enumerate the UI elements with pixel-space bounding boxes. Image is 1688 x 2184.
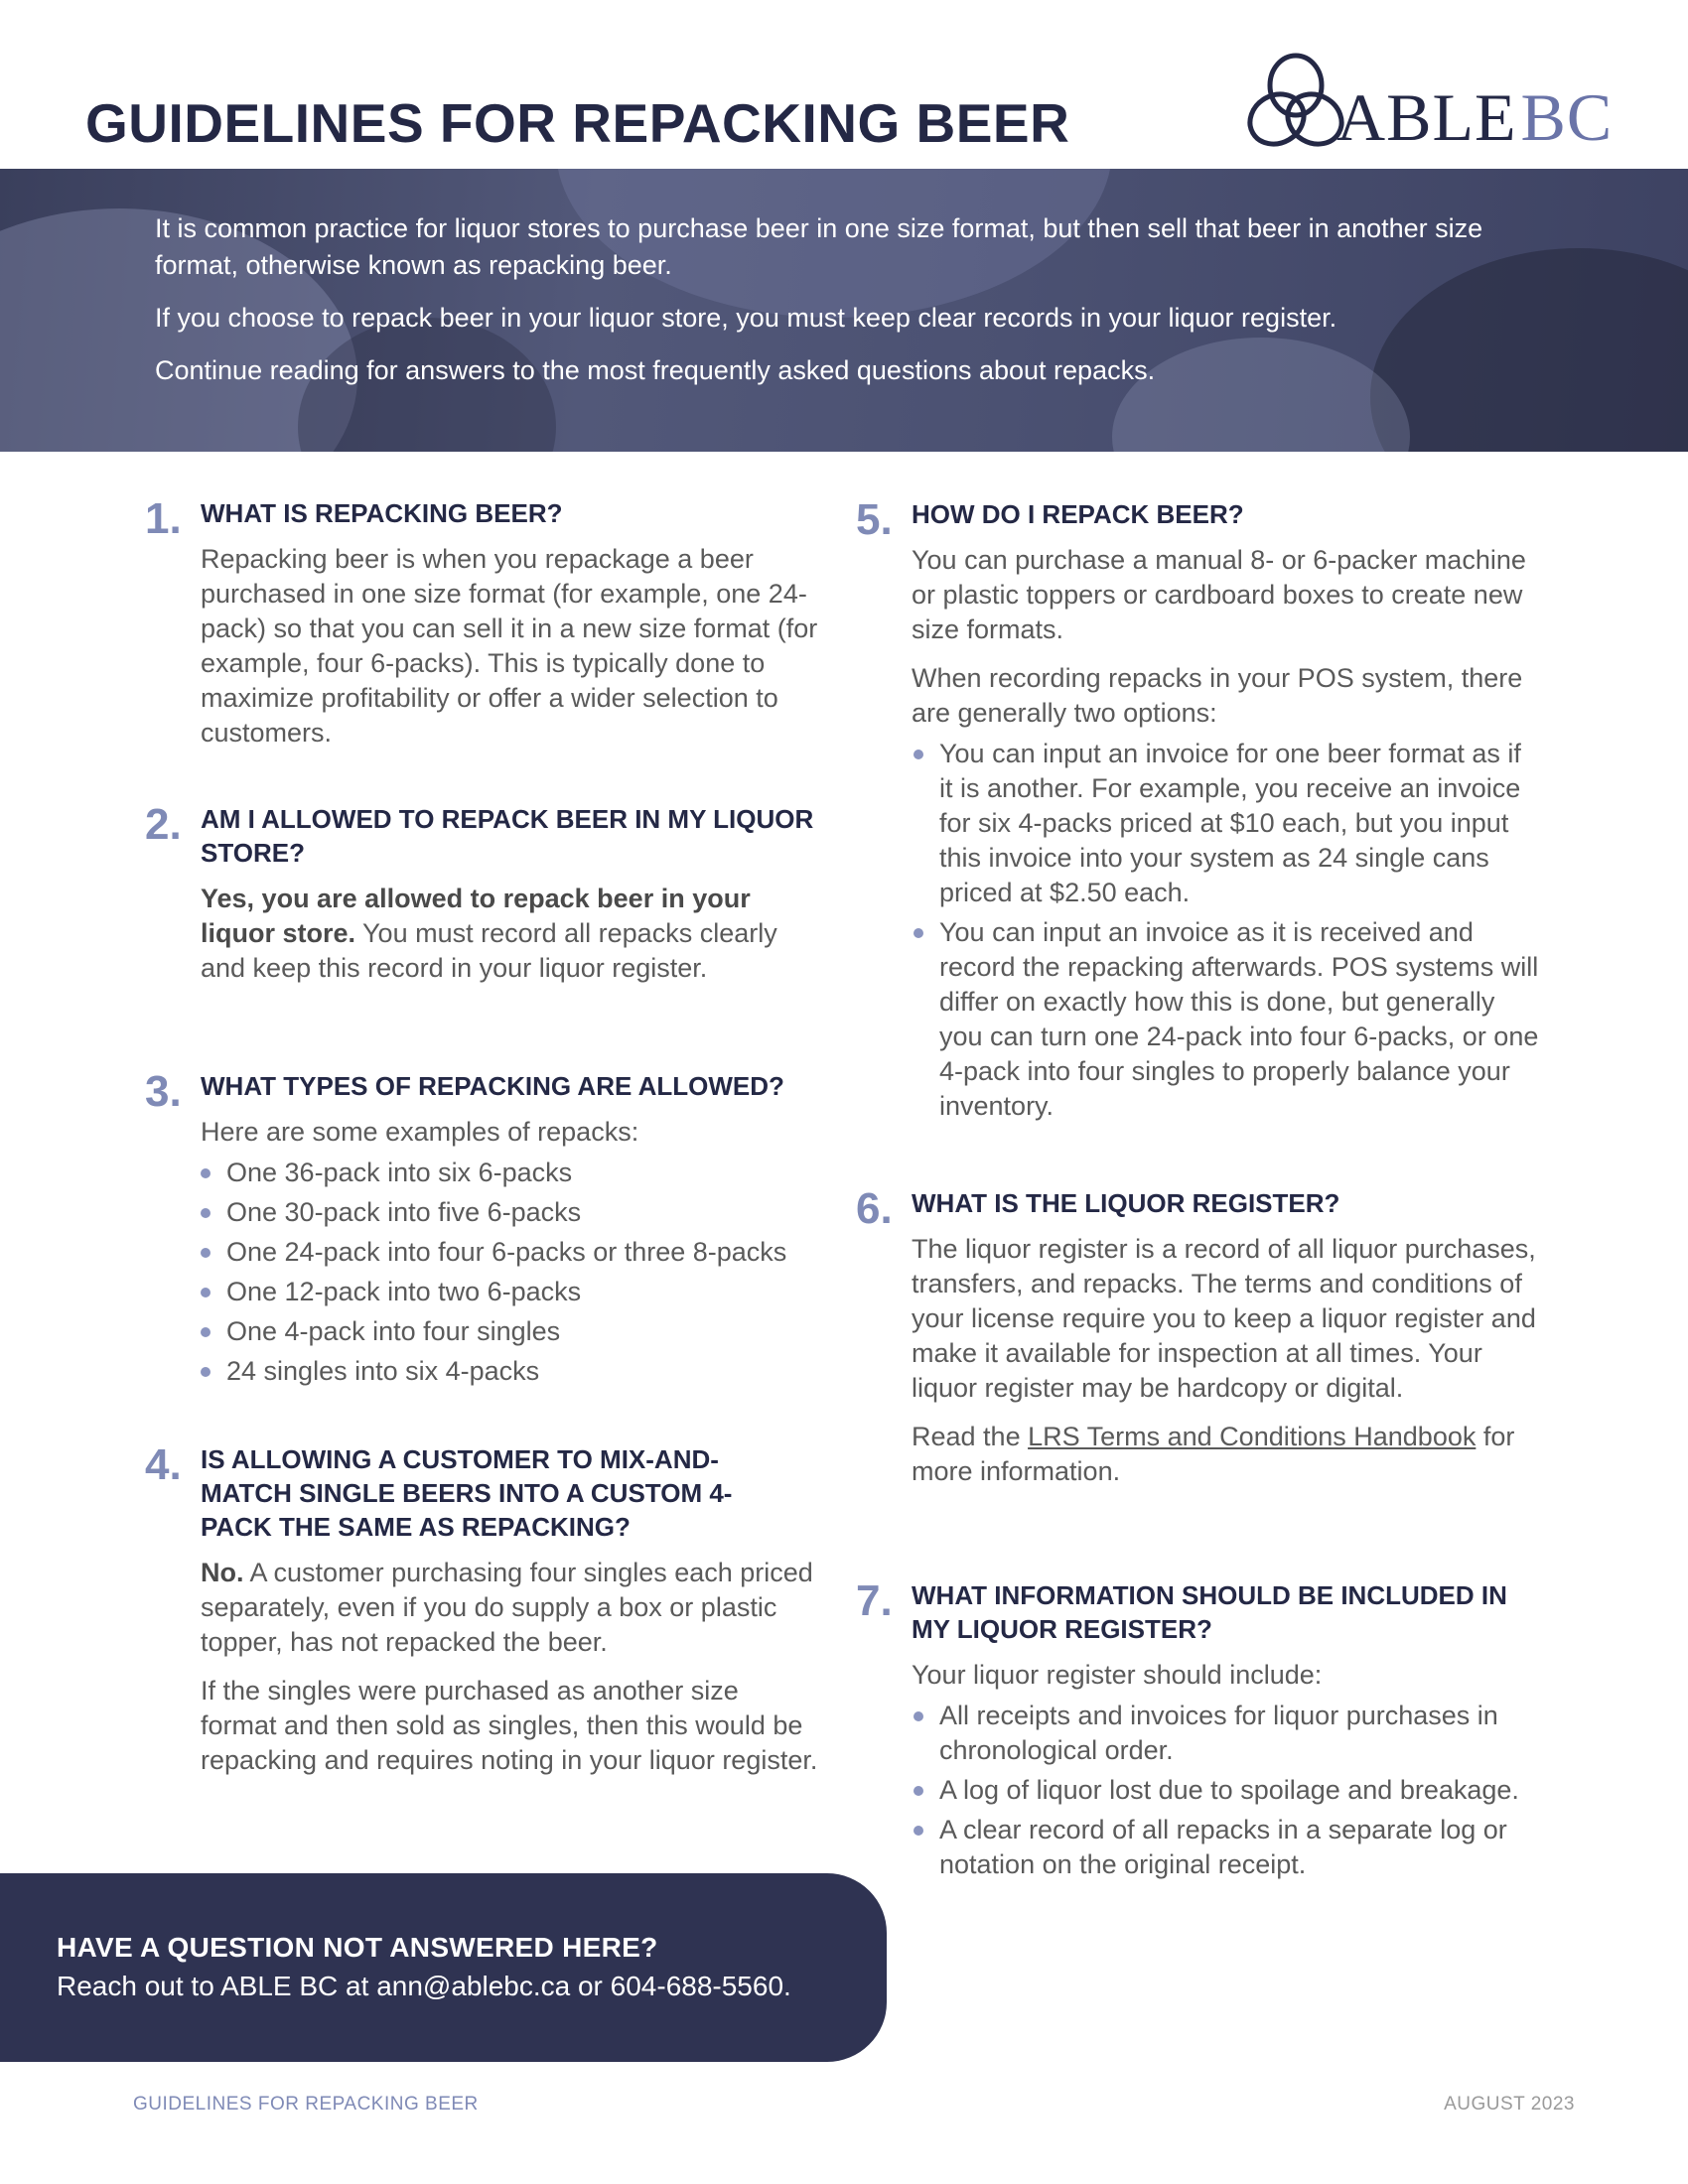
list-item: One 24-pack into four 6-packs or three 8-packs — [199, 1235, 840, 1270]
answer-text: A customer purchasing four singles each priced separately, even if you do supply a box or plastic topper, has not repacked the beer. — [201, 1558, 813, 1657]
banner-paragraph: If you choose to repack beer in your liquor store, you must keep clear records in your liquor register. — [155, 303, 1337, 333]
bold-answer: Yes, you are allowed to repack beer in your liquor store. — [201, 884, 751, 948]
list-item: One 4-pack into four singles — [199, 1314, 840, 1349]
section-number: 4. — [145, 1440, 182, 1489]
banner-text — [155, 210, 1545, 405]
trefoil-logo-icon — [1241, 48, 1350, 157]
intro-banner — [0, 169, 1688, 452]
list-item: All receipts and invoices for liquor purchases in chronological order. — [912, 1699, 1541, 1768]
text: for more information. — [912, 1422, 1515, 1486]
section-paragraph: You can purchase a manual 8- or 6-packer machine or plastic toppers or cardboard boxes to create new size formats. — [912, 545, 1526, 644]
section-6 — [856, 1186, 1541, 1503]
contact-title: HAVE A QUESTION NOT ANSWERED HERE? — [57, 1932, 658, 1963]
section-5 — [856, 497, 1541, 1124]
section-title: WHAT IS REPACKING BEER? — [201, 498, 563, 528]
section-paragraph: Here are some examples of repacks: — [201, 1117, 639, 1147]
page-title: GUIDELINES FOR REPACKING BEER — [85, 92, 1070, 154]
section-7 — [856, 1578, 1541, 1882]
list-item: One 12-pack into two 6-packs — [199, 1275, 840, 1309]
ablebc-logo — [1241, 48, 1618, 157]
section-number: 1. — [145, 494, 182, 543]
section-paragraph: When recording repacks in your POS system, there are generally two options: — [912, 663, 1523, 728]
contact-text: Reach out to ABLE BC at ann@ablebc.ca or 604-688-5560. — [57, 1971, 791, 2001]
text: Read the — [912, 1422, 1029, 1451]
section-title: HOW DO I REPACK BEER? — [912, 499, 1244, 529]
section-title: IS ALLOWING A CUSTOMER TO MIX-AND-MATCH SINGLE BEERS INTO A CUSTOM 4-PACK THE SAME AS REPACKING? — [201, 1444, 733, 1542]
list-item: A clear record of all repacks in a separate log or notation on the original receipt. — [912, 1813, 1541, 1882]
section-title: WHAT IS THE LIQUOR REGISTER? — [912, 1188, 1340, 1218]
list-item: One 30-pack into five 6-packs — [199, 1195, 840, 1230]
section-3 — [145, 1069, 840, 1389]
pos-options-list — [912, 737, 1541, 1124]
answer-text: You must record all repacks clearly and keep this record in your liquor register. — [201, 918, 777, 983]
section-number: 6. — [856, 1184, 893, 1233]
section-number: 2. — [145, 800, 182, 849]
section-paragraph: If the singles were purchased as another size format and then sold as singles, then this would be repacking and requires noting in your liquor register. — [201, 1676, 818, 1775]
section-paragraph — [201, 882, 820, 986]
section-paragraph: Repacking beer is when you repackage a beer purchased in one size format (for example, one 24-pack) so that you can sell it in a new size format (for example, four 6-packs). This is typically done to maximize profitability or offer a wider selection to customers. — [201, 544, 818, 748]
section-number: 3. — [145, 1067, 182, 1116]
bold-answer: No. — [201, 1558, 244, 1587]
section-paragraph — [912, 1420, 1541, 1489]
section-paragraph: The liquor register is a record of all liquor purchases, transfers, and repacks. The terms and conditions of your license require you to keep a liquor register and make it available for inspection at all times. Your liquor register may be hardcopy or digital. — [912, 1234, 1536, 1403]
banner-paragraph: It is common practice for liquor stores to purchase beer in one size format, but then sell that beer in another size format, otherwise known as repacking beer. — [155, 213, 1483, 280]
logo-main: ABLE — [1336, 79, 1517, 155]
logo-accent: BC — [1520, 79, 1614, 155]
banner-paragraph: Continue reading for answers to the most frequently asked questions about repacks. — [155, 355, 1156, 385]
list-item: A log of liquor lost due to spoilage and breakage. — [912, 1773, 1541, 1808]
section-number: 5. — [856, 495, 893, 544]
section-4 — [145, 1442, 820, 1792]
section-2 — [145, 802, 820, 1000]
section-title: WHAT INFORMATION SHOULD BE INCLUDED IN MY LIQUOR REGISTER? — [912, 1580, 1507, 1644]
footer-date: AUGUST 2023 — [1444, 2094, 1575, 2115]
list-item: One 36-pack into six 6-packs — [199, 1156, 840, 1190]
list-item: You can input an invoice as it is received and record the repacking afterwards. POS systems will differ on exactly how this is done, but generally you can turn one 24-pack into four 6-packs, or one 4-pack into four singles to properly balance your inventory. — [912, 915, 1541, 1124]
section-paragraph: Your liquor register should include: — [912, 1660, 1323, 1690]
logo-wordmark — [1336, 77, 1613, 157]
footer-doc-title: GUIDELINES FOR REPACKING BEER — [133, 2094, 479, 2115]
register-contents-list — [912, 1699, 1541, 1882]
repack-examples-list — [199, 1156, 840, 1389]
list-item: 24 singles into six 4-packs — [199, 1354, 840, 1389]
lrs-handbook-link[interactable]: LRS Terms and Conditions Handbook — [1028, 1422, 1477, 1451]
section-paragraph — [201, 1556, 820, 1660]
section-1 — [145, 496, 820, 764]
section-number: 7. — [856, 1576, 893, 1625]
section-title: WHAT TYPES OF REPACKING ARE ALLOWED? — [201, 1071, 784, 1101]
list-item: You can input an invoice for one beer format as if it is another. For example, you receive an invoice for six 4-packs priced at $10 each, but you input this invoice into your system as 24 single cans priced at $2.50 each. — [912, 737, 1541, 910]
contact-box — [0, 1873, 887, 2062]
section-title: AM I ALLOWED TO REPACK BEER IN MY LIQUOR STORE? — [201, 804, 814, 868]
